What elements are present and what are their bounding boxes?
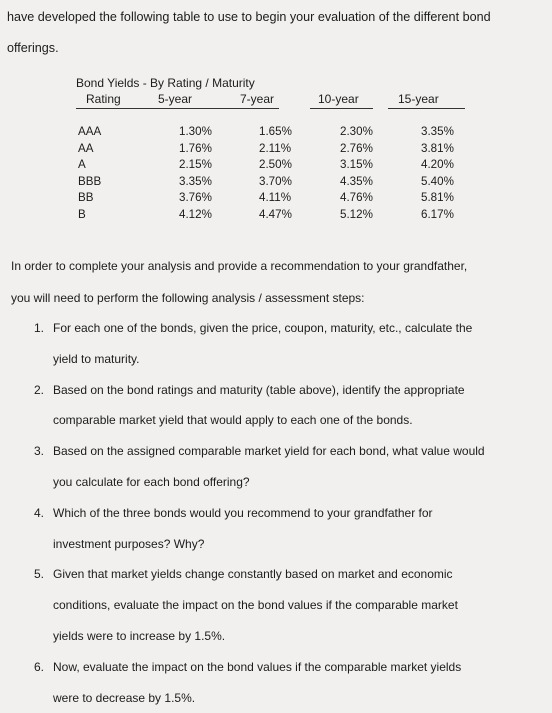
yield-cell: 5.81%: [421, 191, 454, 205]
header-rating: Rating: [86, 92, 121, 106]
rating-column: [78, 124, 101, 224]
step-number: 3.: [34, 444, 45, 459]
analysis-intro-line-1: In order to complete your analysis and provide a recommendation to your grandfather,: [11, 259, 468, 273]
yield-cell: 5.12%: [340, 207, 373, 221]
step-number: 5.: [34, 567, 45, 582]
step-line: were to decrease by 1.5%.: [53, 690, 196, 705]
step-line: investment purposes? Why?: [53, 536, 205, 551]
yield-cell: 1.30%: [179, 125, 212, 138]
yield-cell: 2.15%: [179, 158, 212, 172]
yield-cell: 4.76%: [340, 191, 373, 205]
table-caption: Bond Yields - By Rating / Maturity: [76, 76, 255, 90]
yield-cell: 3.35%: [421, 125, 454, 138]
step-item: [0, 436, 545, 498]
step-item: [0, 498, 545, 560]
step-line: conditions, evaluate the impact on the bond values if the comparable market: [53, 598, 458, 613]
step-line: yields were to increase by 1.5%.: [53, 628, 226, 643]
yield-cell: 3.15%: [340, 158, 373, 172]
header-5-year: 5-year: [158, 92, 193, 106]
yield-cell: 3.81%: [421, 141, 454, 155]
yield-cell: 3.35%: [179, 174, 212, 188]
header-15-year: 15-year: [398, 92, 439, 106]
step-item: [0, 559, 545, 651]
yield-cell: 3.76%: [179, 191, 212, 205]
step-line: Based on the assigned comparable market yield for each bond, what value would: [53, 444, 485, 459]
header-7-year: 7-year: [240, 92, 275, 106]
rating-cell: BBB: [78, 174, 102, 188]
yield-cell: 4.47%: [259, 207, 292, 221]
yield-cell: 1.76%: [179, 141, 212, 155]
step-line: Now, evaluate the impact on the bond values if the comparable market yields: [53, 659, 462, 674]
analysis-intro-line-2: you will need to perform the following analysis / assessment steps:: [11, 291, 365, 305]
step-line: Which of the three bonds would you recommend to your grandfather for: [53, 505, 433, 520]
yield-cell: 5.40%: [421, 174, 454, 188]
yield-cell: 2.76%: [340, 141, 373, 155]
header-underline-left: [76, 108, 279, 109]
steps-list: [0, 313, 545, 713]
yield-cell: 2.11%: [259, 141, 292, 155]
step-number: 4.: [34, 505, 45, 520]
rating-cell: BB: [78, 191, 94, 205]
step-line: you calculate for each bond offering?: [53, 474, 250, 489]
rating-cell: AAA: [78, 125, 102, 138]
header-underline-10-year: [310, 108, 373, 109]
yield-cell: 4.12%: [179, 207, 212, 221]
rating-cell: B: [78, 207, 86, 221]
step-number: 2.: [34, 382, 45, 397]
yield-column-10-year: [340, 124, 373, 224]
step-item: [0, 313, 545, 375]
intro-line-1: have developed the following table to use to begin your evaluation of the different bond: [7, 10, 491, 24]
yield-column-7-year: [259, 124, 292, 224]
rating-cell: AA: [78, 141, 94, 155]
step-item: [0, 375, 545, 437]
yield-cell: 1.65%: [259, 125, 292, 138]
step-line: yield to maturity.: [53, 351, 140, 366]
yield-cell: 4.11%: [259, 191, 292, 205]
header-10-year: 10-year: [318, 92, 359, 106]
yield-cell: 2.30%: [340, 125, 373, 138]
header-underline-15-year: [388, 108, 465, 109]
step-item: [0, 652, 545, 713]
yield-column-5-year: [179, 124, 212, 224]
step-line: Given that market yields change constantly based on market and economic: [53, 567, 453, 582]
yield-cell: 4.20%: [421, 158, 454, 172]
step-line: comparable market yield that would apply to each one of the bonds.: [53, 413, 413, 428]
step-number: 1.: [34, 321, 45, 335]
intro-paragraph: [7, 2, 547, 64]
step-line: For each one of the bonds, given the price, coupon, maturity, etc., calculate the: [53, 321, 473, 335]
step-line: Based on the bond ratings and maturity (table above), identify the appropriate: [53, 382, 465, 397]
yield-cell: 3.70%: [259, 174, 292, 188]
intro-line-2: offerings.: [7, 41, 59, 55]
rating-cell: A: [78, 158, 86, 172]
step-number: 6.: [34, 659, 45, 674]
yield-column-15-year: [421, 124, 454, 224]
yield-cell: 6.17%: [421, 207, 454, 221]
yield-cell: 2.50%: [259, 158, 292, 172]
yield-cell: 4.35%: [340, 174, 373, 188]
analysis-intro-paragraph: [11, 250, 541, 314]
